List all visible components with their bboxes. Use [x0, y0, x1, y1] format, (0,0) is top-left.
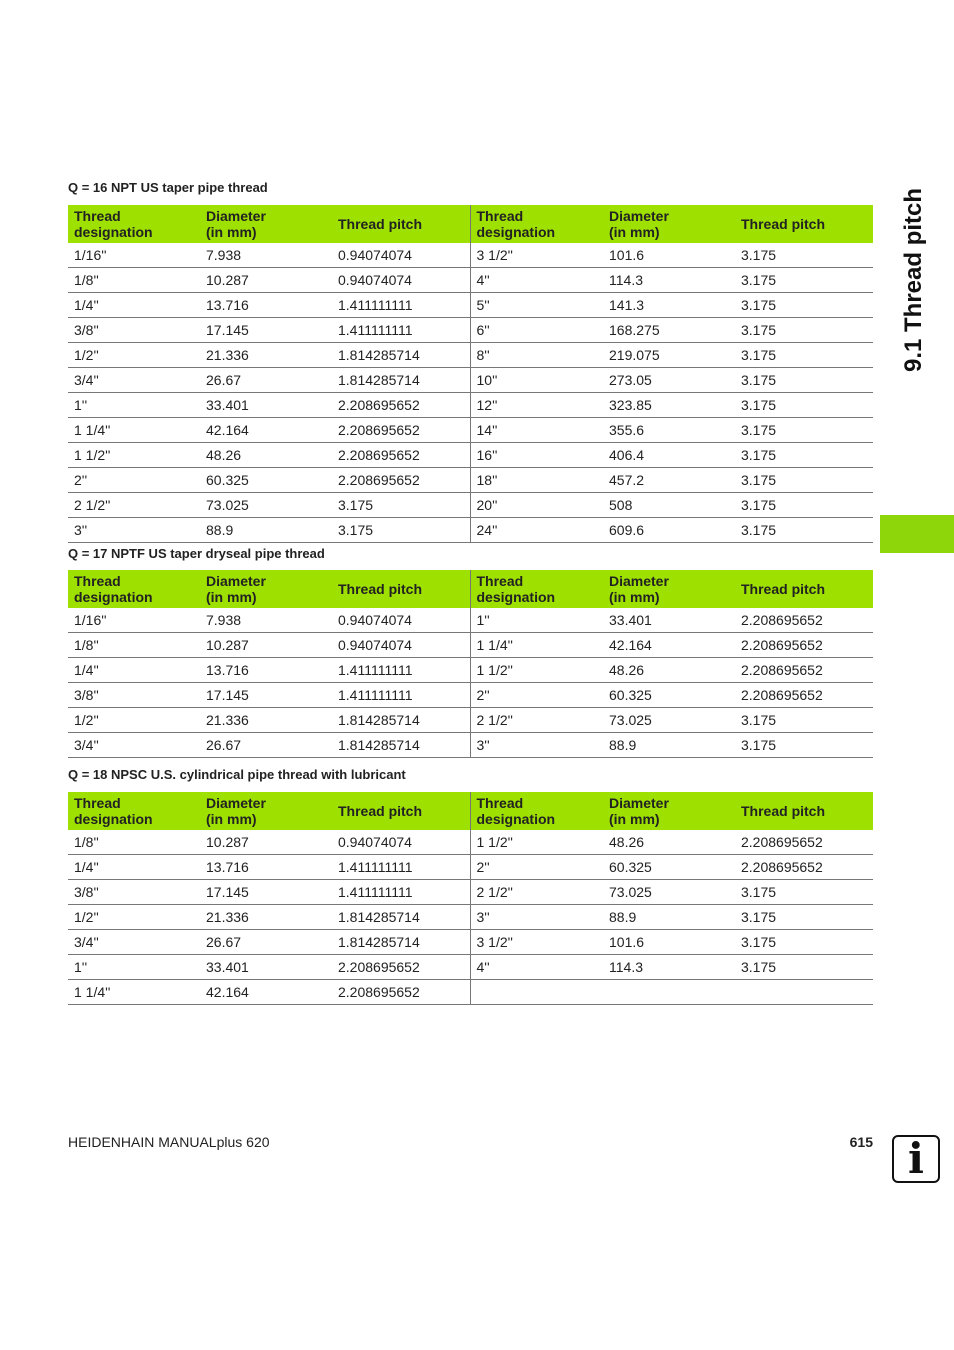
table-row — [68, 293, 873, 318]
table-cell: 3.175 — [735, 393, 873, 418]
table-cell: 1 1/2'' — [470, 830, 603, 855]
table-cell: 3.175 — [735, 905, 873, 930]
table-cell: 4'' — [470, 955, 603, 980]
table-row — [68, 733, 873, 758]
table-cell: 1.411111111 — [332, 855, 470, 880]
table-cell: 10.287 — [200, 268, 332, 293]
table-cell: 26.67 — [200, 368, 332, 393]
table-row — [68, 955, 873, 980]
table-row — [68, 343, 873, 368]
table-cell: 1.814285714 — [332, 905, 470, 930]
column-header: Thread designation — [470, 570, 603, 608]
table-cell: 5'' — [470, 293, 603, 318]
table-cell: 1/16'' — [68, 243, 200, 268]
table-cell: 26.67 — [200, 930, 332, 955]
table-cell: 273.05 — [603, 368, 735, 393]
column-header: Thread designation — [470, 205, 603, 243]
table-cell: 1/16'' — [68, 608, 200, 633]
table-cell — [735, 980, 873, 1005]
table-cell: 3.175 — [735, 708, 873, 733]
table-cell: 8'' — [470, 343, 603, 368]
table-cell: 2.208695652 — [735, 830, 873, 855]
table-cell: 42.164 — [603, 633, 735, 658]
table-row — [68, 708, 873, 733]
chapter-title-vertical — [894, 180, 934, 380]
column-header: Thread pitch — [735, 792, 873, 830]
table-cell: 33.401 — [200, 955, 332, 980]
table-cell: 2 1/2'' — [470, 708, 603, 733]
table-row — [68, 493, 873, 518]
table-cell: 2.208695652 — [332, 418, 470, 443]
info-glyph: i — [908, 1134, 924, 1183]
table-cell: 12'' — [470, 393, 603, 418]
thread-table-nptf — [68, 570, 873, 758]
table-cell: 20'' — [470, 493, 603, 518]
table-cell: 3/8'' — [68, 880, 200, 905]
table-cell: 2.208695652 — [735, 633, 873, 658]
table-row — [68, 393, 873, 418]
info-icon — [892, 1135, 940, 1183]
table-cell: 1.814285714 — [332, 708, 470, 733]
table-row — [68, 855, 873, 880]
table-cell: 2.208695652 — [735, 608, 873, 633]
column-header: Thread designation — [68, 570, 200, 608]
table-row — [68, 443, 873, 468]
table-row — [68, 830, 873, 855]
table-cell: 21.336 — [200, 708, 332, 733]
table-cell: 17.145 — [200, 318, 332, 343]
table-cell: 48.26 — [603, 658, 735, 683]
table-cell: 1 1/4'' — [470, 633, 603, 658]
table-cell: 2.208695652 — [332, 980, 470, 1005]
table-cell: 1 1/4'' — [68, 418, 200, 443]
table-cell: 2'' — [470, 683, 603, 708]
table-cell: 13.716 — [200, 293, 332, 318]
table-cell: 3.175 — [735, 930, 873, 955]
table-cell: 88.9 — [200, 518, 332, 543]
table-row — [68, 880, 873, 905]
table-cell — [603, 980, 735, 1005]
table-row — [68, 905, 873, 930]
column-header: Diameter (in mm) — [603, 570, 735, 608]
table-cell: 88.9 — [603, 733, 735, 758]
table-cell: 21.336 — [200, 343, 332, 368]
table-cell: 0.94074074 — [332, 608, 470, 633]
chapter-title: 9.1 Thread pitch — [900, 187, 927, 373]
table-cell: 88.9 — [603, 905, 735, 930]
table-cell: 101.6 — [603, 930, 735, 955]
table-cell: 60.325 — [603, 855, 735, 880]
column-header: Thread pitch — [735, 205, 873, 243]
table-cell: 3.175 — [735, 368, 873, 393]
column-header: Thread designation — [470, 792, 603, 830]
table-cell: 1.814285714 — [332, 368, 470, 393]
table-cell: 13.716 — [200, 855, 332, 880]
table-cell: 1/2'' — [68, 343, 200, 368]
table-cell: 1'' — [470, 608, 603, 633]
table-cell: 3/4'' — [68, 368, 200, 393]
table-cell: 3/8'' — [68, 683, 200, 708]
table-cell: 73.025 — [603, 708, 735, 733]
table-cell: 2.208695652 — [332, 393, 470, 418]
thread-table-npsc — [68, 792, 873, 1005]
table-cell: 1.814285714 — [332, 930, 470, 955]
thread-table-npt — [68, 205, 873, 543]
table-row — [68, 608, 873, 633]
table-cell: 1.411111111 — [332, 293, 470, 318]
table-row — [68, 658, 873, 683]
table-cell: 3.175 — [735, 343, 873, 368]
table-cell: 2.208695652 — [735, 658, 873, 683]
table-cell: 219.075 — [603, 343, 735, 368]
table-cell: 13.716 — [200, 658, 332, 683]
table-cell: 1/2'' — [68, 905, 200, 930]
column-header: Thread designation — [68, 205, 200, 243]
table-title: Q = 16 NPT US taper pipe thread — [68, 180, 268, 195]
table-cell: 609.6 — [603, 518, 735, 543]
table-row — [68, 418, 873, 443]
table-cell: 457.2 — [603, 468, 735, 493]
table-cell: 10'' — [470, 368, 603, 393]
table-cell: 1.411111111 — [332, 683, 470, 708]
table-cell: 3/4'' — [68, 930, 200, 955]
table-cell: 3 1/2'' — [470, 243, 603, 268]
table-cell: 3'' — [470, 905, 603, 930]
table-cell: 3.175 — [735, 518, 873, 543]
table-cell: 1/4'' — [68, 293, 200, 318]
table-cell: 2.208695652 — [735, 683, 873, 708]
table-row — [68, 243, 873, 268]
table-cell: 7.938 — [200, 608, 332, 633]
table-cell: 10.287 — [200, 830, 332, 855]
table-cell: 1/4'' — [68, 658, 200, 683]
table-cell: 1.814285714 — [332, 343, 470, 368]
table-cell: 3.175 — [735, 293, 873, 318]
table-cell: 42.164 — [200, 980, 332, 1005]
table-cell: 1 1/4'' — [68, 980, 200, 1005]
footer-product: HEIDENHAIN MANUALplus 620 — [68, 1134, 270, 1150]
table-cell: 114.3 — [603, 955, 735, 980]
table-cell: 3/4'' — [68, 733, 200, 758]
table-cell: 1.411111111 — [332, 880, 470, 905]
table-cell: 406.4 — [603, 443, 735, 468]
table-cell: 4'' — [470, 268, 603, 293]
column-header: Diameter (in mm) — [200, 570, 332, 608]
table-cell: 1'' — [68, 955, 200, 980]
column-header: Diameter (in mm) — [200, 792, 332, 830]
table-cell: 355.6 — [603, 418, 735, 443]
column-header: Thread pitch — [332, 205, 470, 243]
table-cell: 2.208695652 — [332, 468, 470, 493]
table-cell: 1'' — [68, 393, 200, 418]
table-cell: 60.325 — [603, 683, 735, 708]
table-row — [68, 268, 873, 293]
table-cell: 0.94074074 — [332, 243, 470, 268]
table-row — [68, 930, 873, 955]
table-cell: 3.175 — [735, 955, 873, 980]
table-cell: 168.275 — [603, 318, 735, 343]
table-cell: 0.94074074 — [332, 830, 470, 855]
table-cell: 1/8'' — [68, 268, 200, 293]
table-cell: 323.85 — [603, 393, 735, 418]
table-row — [68, 368, 873, 393]
table-cell: 2.208695652 — [332, 443, 470, 468]
table-cell: 3.175 — [735, 268, 873, 293]
column-header: Thread pitch — [735, 570, 873, 608]
table-cell: 3.175 — [735, 243, 873, 268]
table-cell: 48.26 — [603, 830, 735, 855]
table-cell: 7.938 — [200, 243, 332, 268]
table-cell: 508 — [603, 493, 735, 518]
table-cell: 2'' — [68, 468, 200, 493]
column-header: Thread pitch — [332, 570, 470, 608]
table-cell: 10.287 — [200, 633, 332, 658]
table-row — [68, 468, 873, 493]
header-row — [68, 792, 873, 830]
table-cell: 42.164 — [200, 418, 332, 443]
table-cell: 1 1/2'' — [470, 658, 603, 683]
table-row — [68, 318, 873, 343]
table-cell: 2.208695652 — [735, 855, 873, 880]
table-cell: 17.145 — [200, 683, 332, 708]
table-cell: 33.401 — [200, 393, 332, 418]
table-cell: 3.175 — [735, 733, 873, 758]
table-cell: 14'' — [470, 418, 603, 443]
table-cell: 48.26 — [200, 443, 332, 468]
table-cell: 101.6 — [603, 243, 735, 268]
table-cell: 6'' — [470, 318, 603, 343]
table-row — [68, 980, 873, 1005]
table-cell: 3.175 — [332, 493, 470, 518]
chapter-tab — [880, 515, 954, 553]
table-row — [68, 683, 873, 708]
column-header: Diameter (in mm) — [603, 792, 735, 830]
table-cell: 16'' — [470, 443, 603, 468]
column-header: Diameter (in mm) — [200, 205, 332, 243]
table-cell: 60.325 — [200, 468, 332, 493]
header-row — [68, 205, 873, 243]
column-header: Diameter (in mm) — [603, 205, 735, 243]
table-cell: 3'' — [470, 733, 603, 758]
table-cell: 2'' — [470, 855, 603, 880]
table-cell: 2 1/2'' — [470, 880, 603, 905]
table-cell: 3.175 — [735, 418, 873, 443]
table-cell: 3.175 — [735, 468, 873, 493]
table-cell: 73.025 — [200, 493, 332, 518]
table-cell: 1 1/2'' — [68, 443, 200, 468]
table-cell: 1/8'' — [68, 830, 200, 855]
table-cell: 2 1/2'' — [68, 493, 200, 518]
table-cell: 141.3 — [603, 293, 735, 318]
table-cell: 3.175 — [735, 443, 873, 468]
table-cell: 1.814285714 — [332, 733, 470, 758]
table-cell: 3 1/2'' — [470, 930, 603, 955]
table-cell: 3.175 — [735, 493, 873, 518]
table-cell: 73.025 — [603, 880, 735, 905]
header-row — [68, 570, 873, 608]
table-cell: 3.175 — [735, 880, 873, 905]
table-cell: 18'' — [470, 468, 603, 493]
column-header: Thread pitch — [332, 792, 470, 830]
table-cell: 1.411111111 — [332, 658, 470, 683]
table-cell: 1.411111111 — [332, 318, 470, 343]
table-cell: 1/4'' — [68, 855, 200, 880]
table-cell: 3.175 — [332, 518, 470, 543]
table-row — [68, 518, 873, 543]
table-row — [68, 633, 873, 658]
table-cell: 24'' — [470, 518, 603, 543]
table-cell: 1/8'' — [68, 633, 200, 658]
page-number: 615 — [849, 1134, 873, 1150]
table-cell: 2.208695652 — [332, 955, 470, 980]
table-title: Q = 18 NPSC U.S. cylindrical pipe thread with lubricant — [68, 767, 406, 782]
table-cell: 17.145 — [200, 880, 332, 905]
table-cell: 26.67 — [200, 733, 332, 758]
table-cell: 33.401 — [603, 608, 735, 633]
table-cell: 0.94074074 — [332, 633, 470, 658]
table-cell: 114.3 — [603, 268, 735, 293]
table-cell: 21.336 — [200, 905, 332, 930]
table-cell — [470, 980, 603, 1005]
table-cell: 3.175 — [735, 318, 873, 343]
table-title: Q = 17 NPTF US taper dryseal pipe thread — [68, 546, 325, 561]
table-cell: 1/2'' — [68, 708, 200, 733]
table-cell: 3'' — [68, 518, 200, 543]
table-cell: 0.94074074 — [332, 268, 470, 293]
table-cell: 3/8'' — [68, 318, 200, 343]
column-header: Thread designation — [68, 792, 200, 830]
